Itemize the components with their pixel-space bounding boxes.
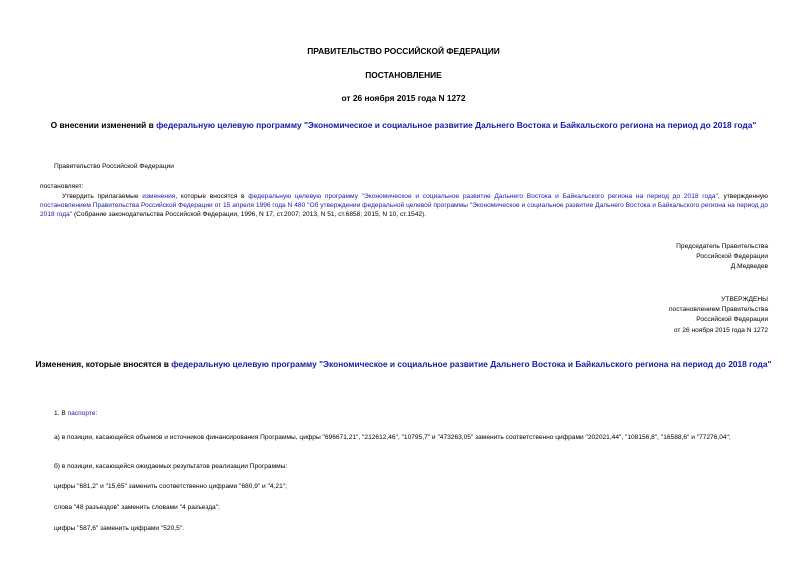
signature-line-1: Председатель Правительства <box>676 243 768 250</box>
item-c3: цифры "587,6" заменить цифрами "520,5". <box>54 525 184 532</box>
changes-title-prefix: Изменения, которые вносятся в <box>35 359 172 369</box>
item-c2: слова "48 разъездов" заменить словами "4 разъезда"; <box>54 504 220 511</box>
item-a: а) в позиции, касающейся объемов и источников финансирования Программы, цифры "696671,21", "212612,46", "10795,7" и "473263,05" заменить соответственно цифрами "202021,44", "108156,8", "16588,6" и "77276,04"; <box>54 434 731 441</box>
item-c1: цифры "681,2" и "15,65" заменить соответственно цифрами "680,9" и "4,21"; <box>54 483 287 490</box>
changes-title <box>30 358 777 370</box>
document-title <box>30 119 777 131</box>
document-title-prefix: О внесении изменений в <box>50 120 157 130</box>
item-1 <box>54 409 97 418</box>
signature-line-3: Д.Медведев <box>730 263 768 271</box>
item-b: б) в позиции, касающейся ожидаемых результатов реализации Программы: <box>54 463 288 470</box>
main-paragraph-text-3: , утвержденную <box>717 193 768 200</box>
changes-link[interactable]: изменения <box>142 193 176 200</box>
program-link[interactable]: федеральную целевую программу "Экономическое и социальное развитие Дальнего Востока и Байкальского региона на период до 2018 года" <box>248 193 718 200</box>
issuer-text: Правительство Российской Федерации <box>54 163 174 170</box>
approved-line-2: постановлением Правительства <box>668 306 768 314</box>
item-1-prefix: 1. В <box>54 410 68 417</box>
resolves-text: постановляет: <box>40 183 84 190</box>
resolution-480-link[interactable]: постановлением Правительства Российской Федерации от 15 апреля 1996 года N 480 "Об утверждении федеральной целевой программы "Экономическое и социальное развитие Дальнего Востока и Байкальского региона на период до 2018 года" <box>40 202 768 219</box>
document-type: ПОСТАНОВЛЕНИЕ <box>365 70 442 80</box>
item-1-suffix: : <box>95 410 98 417</box>
signature-line-2: Российской Федерации <box>696 253 768 261</box>
document-date-number: от 26 ноября 2015 года N 1272 <box>341 93 466 103</box>
main-paragraph <box>40 192 768 220</box>
approved-block <box>560 295 768 336</box>
main-paragraph-text-4: (Собрание законодательства Российской Федерации, 1996, N 17, ст.2007; 2013, N 51, ст.6858; 2015, N 10, ст.1542). <box>72 211 427 219</box>
government-heading: ПРАВИТЕЛЬСТВО РОССИЙСКОЙ ФЕДЕРАЦИИ <box>307 46 500 56</box>
passport-link[interactable]: паспорте <box>67 410 96 417</box>
approved-line-3: Российской Федерации <box>696 316 768 324</box>
signature-block <box>560 242 768 273</box>
approved-line-4: от 26 ноября 2015 года N 1272 <box>673 326 768 334</box>
approved-line-1: УТВЕРЖДЕНЫ <box>721 296 768 303</box>
main-paragraph-text-2: , которые вносятся в <box>175 193 249 200</box>
changes-program-link[interactable]: федеральную целевую программу "Экономическое и социальное развитие Дальнего Востока и Байкальского региона на период до 2018 года" <box>171 359 772 369</box>
program-title-link[interactable]: федеральную целевую программу "Экономическое и социальное развитие Дальнего Востока и Байкальского региона на период до 2018 года" <box>156 120 757 130</box>
main-paragraph-text-1: Утвердить прилагаемые <box>62 193 143 200</box>
